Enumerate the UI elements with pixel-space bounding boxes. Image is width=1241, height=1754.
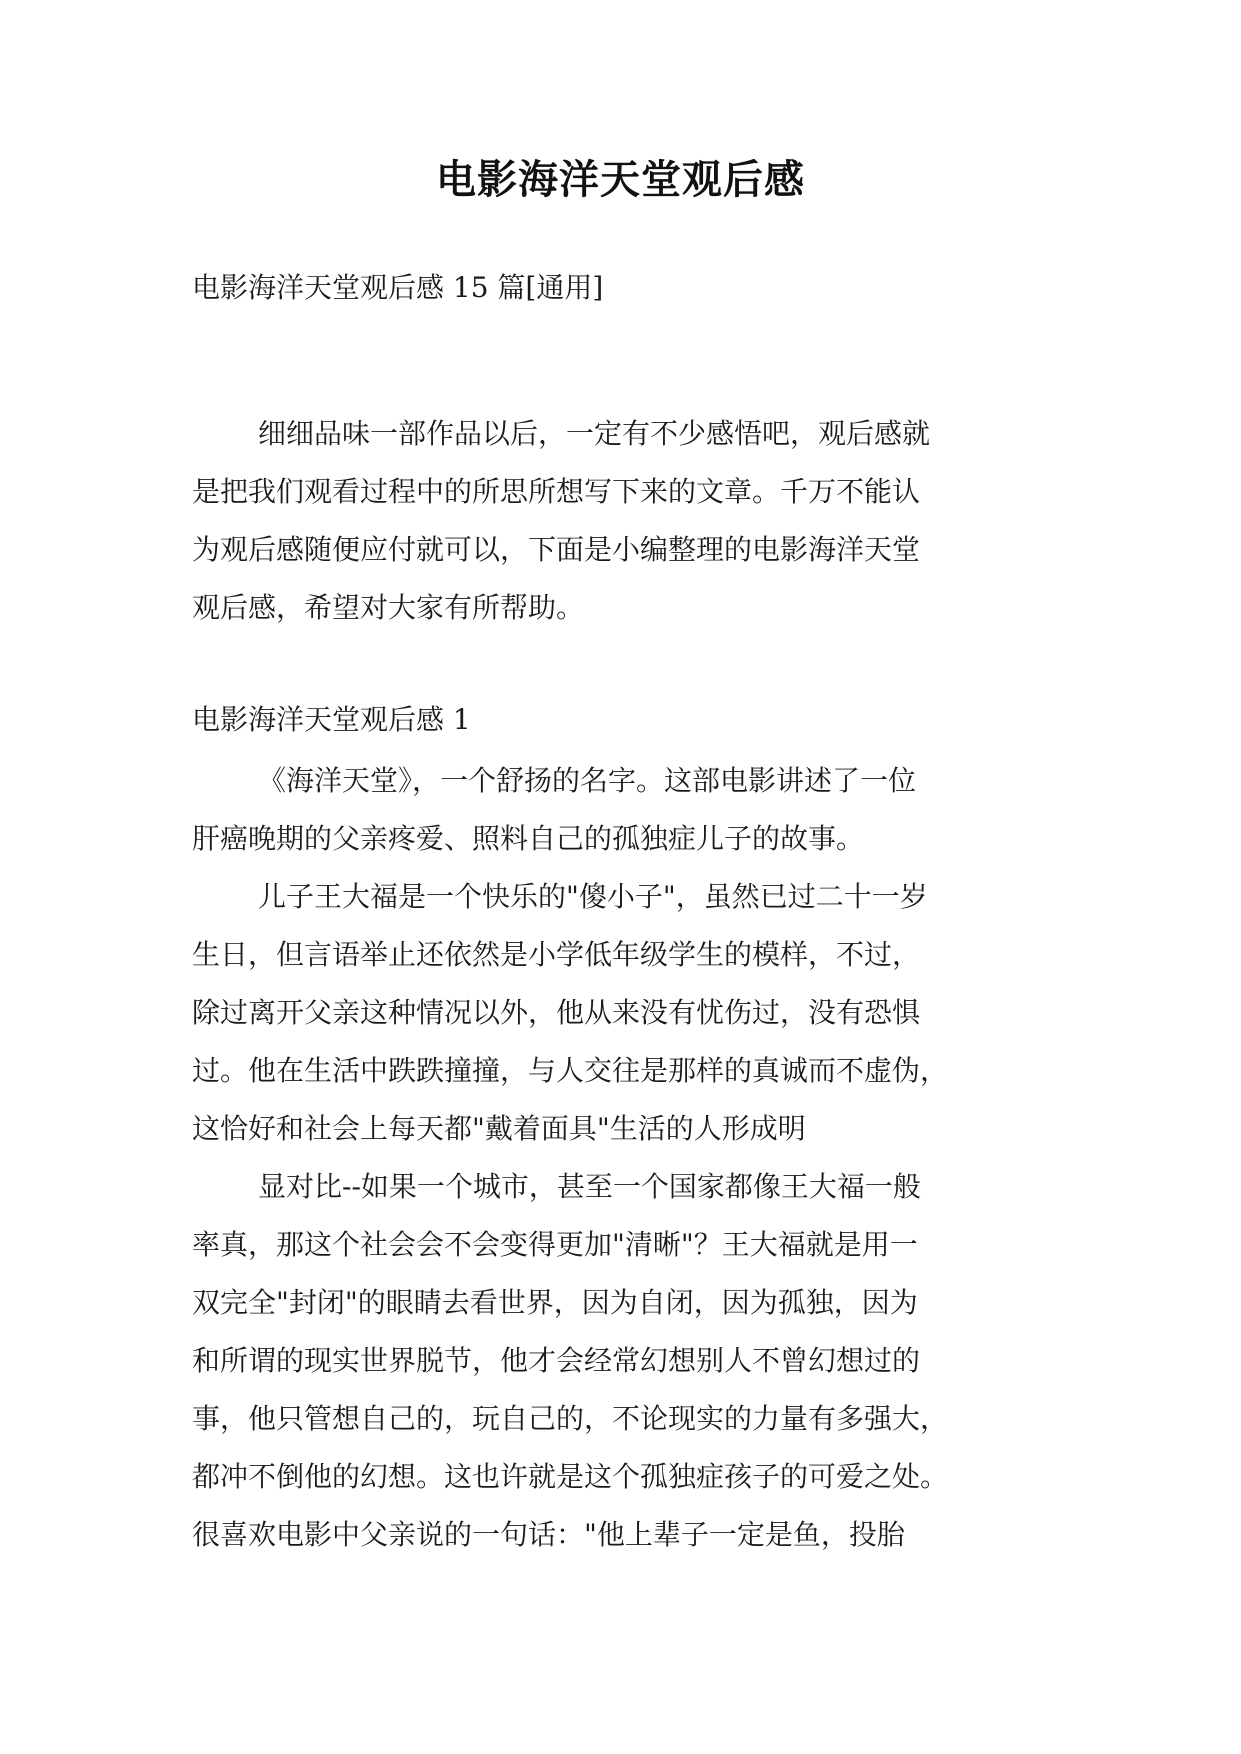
paragraph-line: 观后感，希望对大家有所帮助。: [192, 591, 585, 624]
paragraph-line: 过。他在生活中跌跌撞撞，与人交往是那样的真诚而不虚伪，: [192, 1054, 949, 1087]
paragraph-line: 显对比--如果一个城市，甚至一个国家都像王大福一般: [258, 1170, 921, 1203]
paragraph-line: 和所谓的现实世界脱节，他才会经常幻想别人不曾幻想过的: [192, 1344, 921, 1377]
paragraph-line: 率真，那这个社会会不会变得更加"清晰"？王大福就是用一: [192, 1228, 918, 1261]
paragraph-line: 这恰好和社会上每天都"戴着面具"生活的人形成明: [192, 1112, 806, 1145]
paragraph-line: 《海洋天堂》，一个舒扬的名字。这部电影讲述了一位: [258, 764, 917, 797]
paragraph-line: 很喜欢电影中父亲说的一句话："他上辈子一定是鱼，投胎: [192, 1518, 905, 1551]
section-heading: 电影海洋天堂观后感 1: [192, 703, 471, 736]
paragraph-line: 为观后感随便应付就可以，下面是小编整理的电影海洋天堂: [192, 533, 921, 566]
page-title: 电影海洋天堂观后感: [436, 157, 805, 203]
paragraph-line: 除过离开父亲这种情况以外，他从来没有忧伤过，没有恐惧: [192, 996, 921, 1029]
paragraph-line: 都冲不倒他的幻想。这也许就是这个孤独症孩子的可爱之处。: [192, 1460, 949, 1493]
paragraph-line: 生日，但言语举止还依然是小学低年级学生的模样，不过，: [192, 938, 921, 971]
paragraph-line: 肝癌晚期的父亲疼爱、照料自己的孤独症儿子的故事。: [192, 822, 865, 855]
section-body: [192, 752, 1052, 1564]
paragraph-line: 是把我们观看过程中的所思所想写下来的文章。千万不能认: [192, 475, 921, 508]
document-subtitle: 电影海洋天堂观后感 15 篇[通用]: [192, 271, 604, 304]
paragraph-line: 事，他只管想自己的，玩自己的，不论现实的力量有多强大，: [192, 1402, 949, 1435]
paragraph-line: 双完全"封闭"的眼睛去看世界，因为自闭，因为孤独，因为: [192, 1286, 918, 1319]
paragraph-line: 细细品味一部作品以后，一定有不少感悟吧，观后感就: [258, 417, 931, 450]
intro-paragraph: [192, 405, 1052, 637]
paragraph-line: 儿子王大福是一个快乐的"傻小子"，虽然已过二十一岁: [258, 880, 928, 913]
